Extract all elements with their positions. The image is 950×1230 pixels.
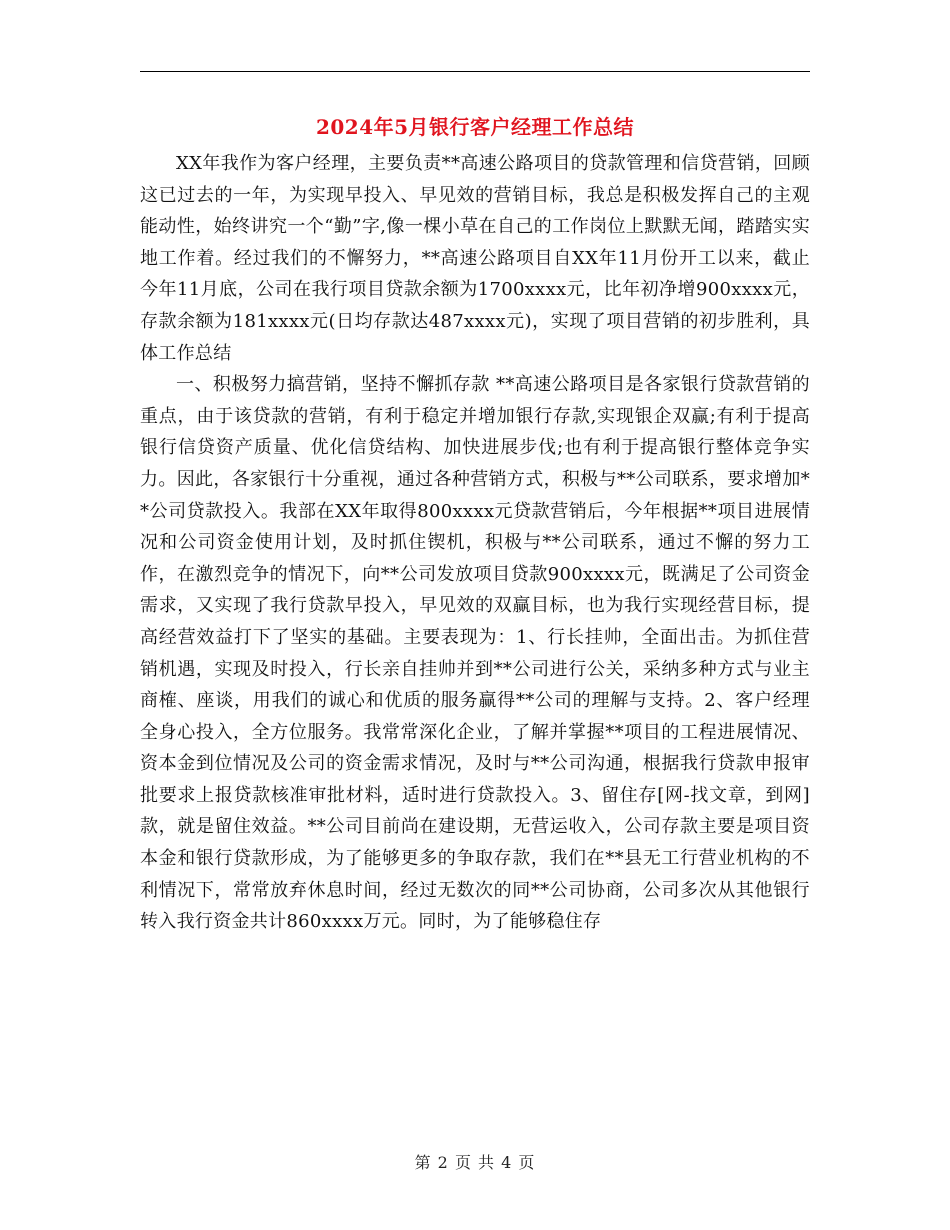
document-body xyxy=(140,148,810,938)
header-rule xyxy=(140,71,810,72)
paragraph-intro: XX年我作为客户经理，主要负责**高速公路项目的贷款管理和信贷营销，回顾这已过去的一年，为实现早投入、早见效的营销目标，我总是积极发挥自己的主观能动性，始终讲究一个“勤”字,像一棵小草在自己的工作岗位上默默无闻，踏踏实实地工作着。经过我们的不懈努力，**高速公路项目自XX年11月份开工以来，截止今年11月底，公司在我行项目贷款余额为1700xxxx元，比年初净增900xxxx元，存款余额为181xxxx元(日均存款达487xxxx元)，实现了项目营销的初步胜利，具体工作总结 xyxy=(140,153,810,364)
document-title: 2024年5月银行客户经理工作总结 xyxy=(315,115,635,139)
page-number: 第 2 页 共 4 页 xyxy=(414,1153,536,1172)
paragraph-section-one: 一、积极努力搞营销，坚持不懈抓存款 **高速公路项目是各家银行贷款营销的重点，由于该贷款的营销，有利于稳定并增加银行存款,实现银企双赢;有利于提高银行信贷资产质量、优化信贷结构、加快进展步伐;也有利于提高银行整体竞争实力。因此，各家银行十分重视，通过各种营销方式，积极与**公司联系，要求增加**公司贷款投入。我部在XX年取得800xxxx元贷款营销后，今年根据**项目进展情况和公司资金使用计划，及时抓住锲机，积极与**公司联系，通过不懈的努力工作，在激烈竞争的情况下，向**公司发放项目贷款900xxxx元，既满足了公司资金需求，又实现了我行贷款早投入，早见效的双赢目标，也为我行实现经营目标，提高经营效益打下了坚实的基础。主要表现为：1、行长挂帅，全面出击。为抓住营销机遇，实现及时投入，行长亲自挂帅并到**公司进行公关，采纳多种方式与业主商榷、座谈，用我们的诚心和优质的服务赢得**公司的理解与支持。2、客户经理全身心投入，全方位服务。我常常深化企业，了解并掌握**项目的工程进展情况、资本金到位情况及公司的资金需求情况，及时与**公司沟通，根据我行贷款申报审批要求上报贷款核准审批材料，适时进行贷款投入。3、留住存[网-找文章，到网]款，就是留住效益。**公司目前尚在建设期，无营运收入，公司存款主要是项目资本金和银行贷款形成，为了能够更多的争取存款，我们在**县无工行营业机构的不利情况下，常常放弃休息时间，经过无数次的同**公司协商，公司多次从其他银行转入我行资金共计860xxxx万元。同时，为了能够稳住存 xyxy=(140,374,810,933)
